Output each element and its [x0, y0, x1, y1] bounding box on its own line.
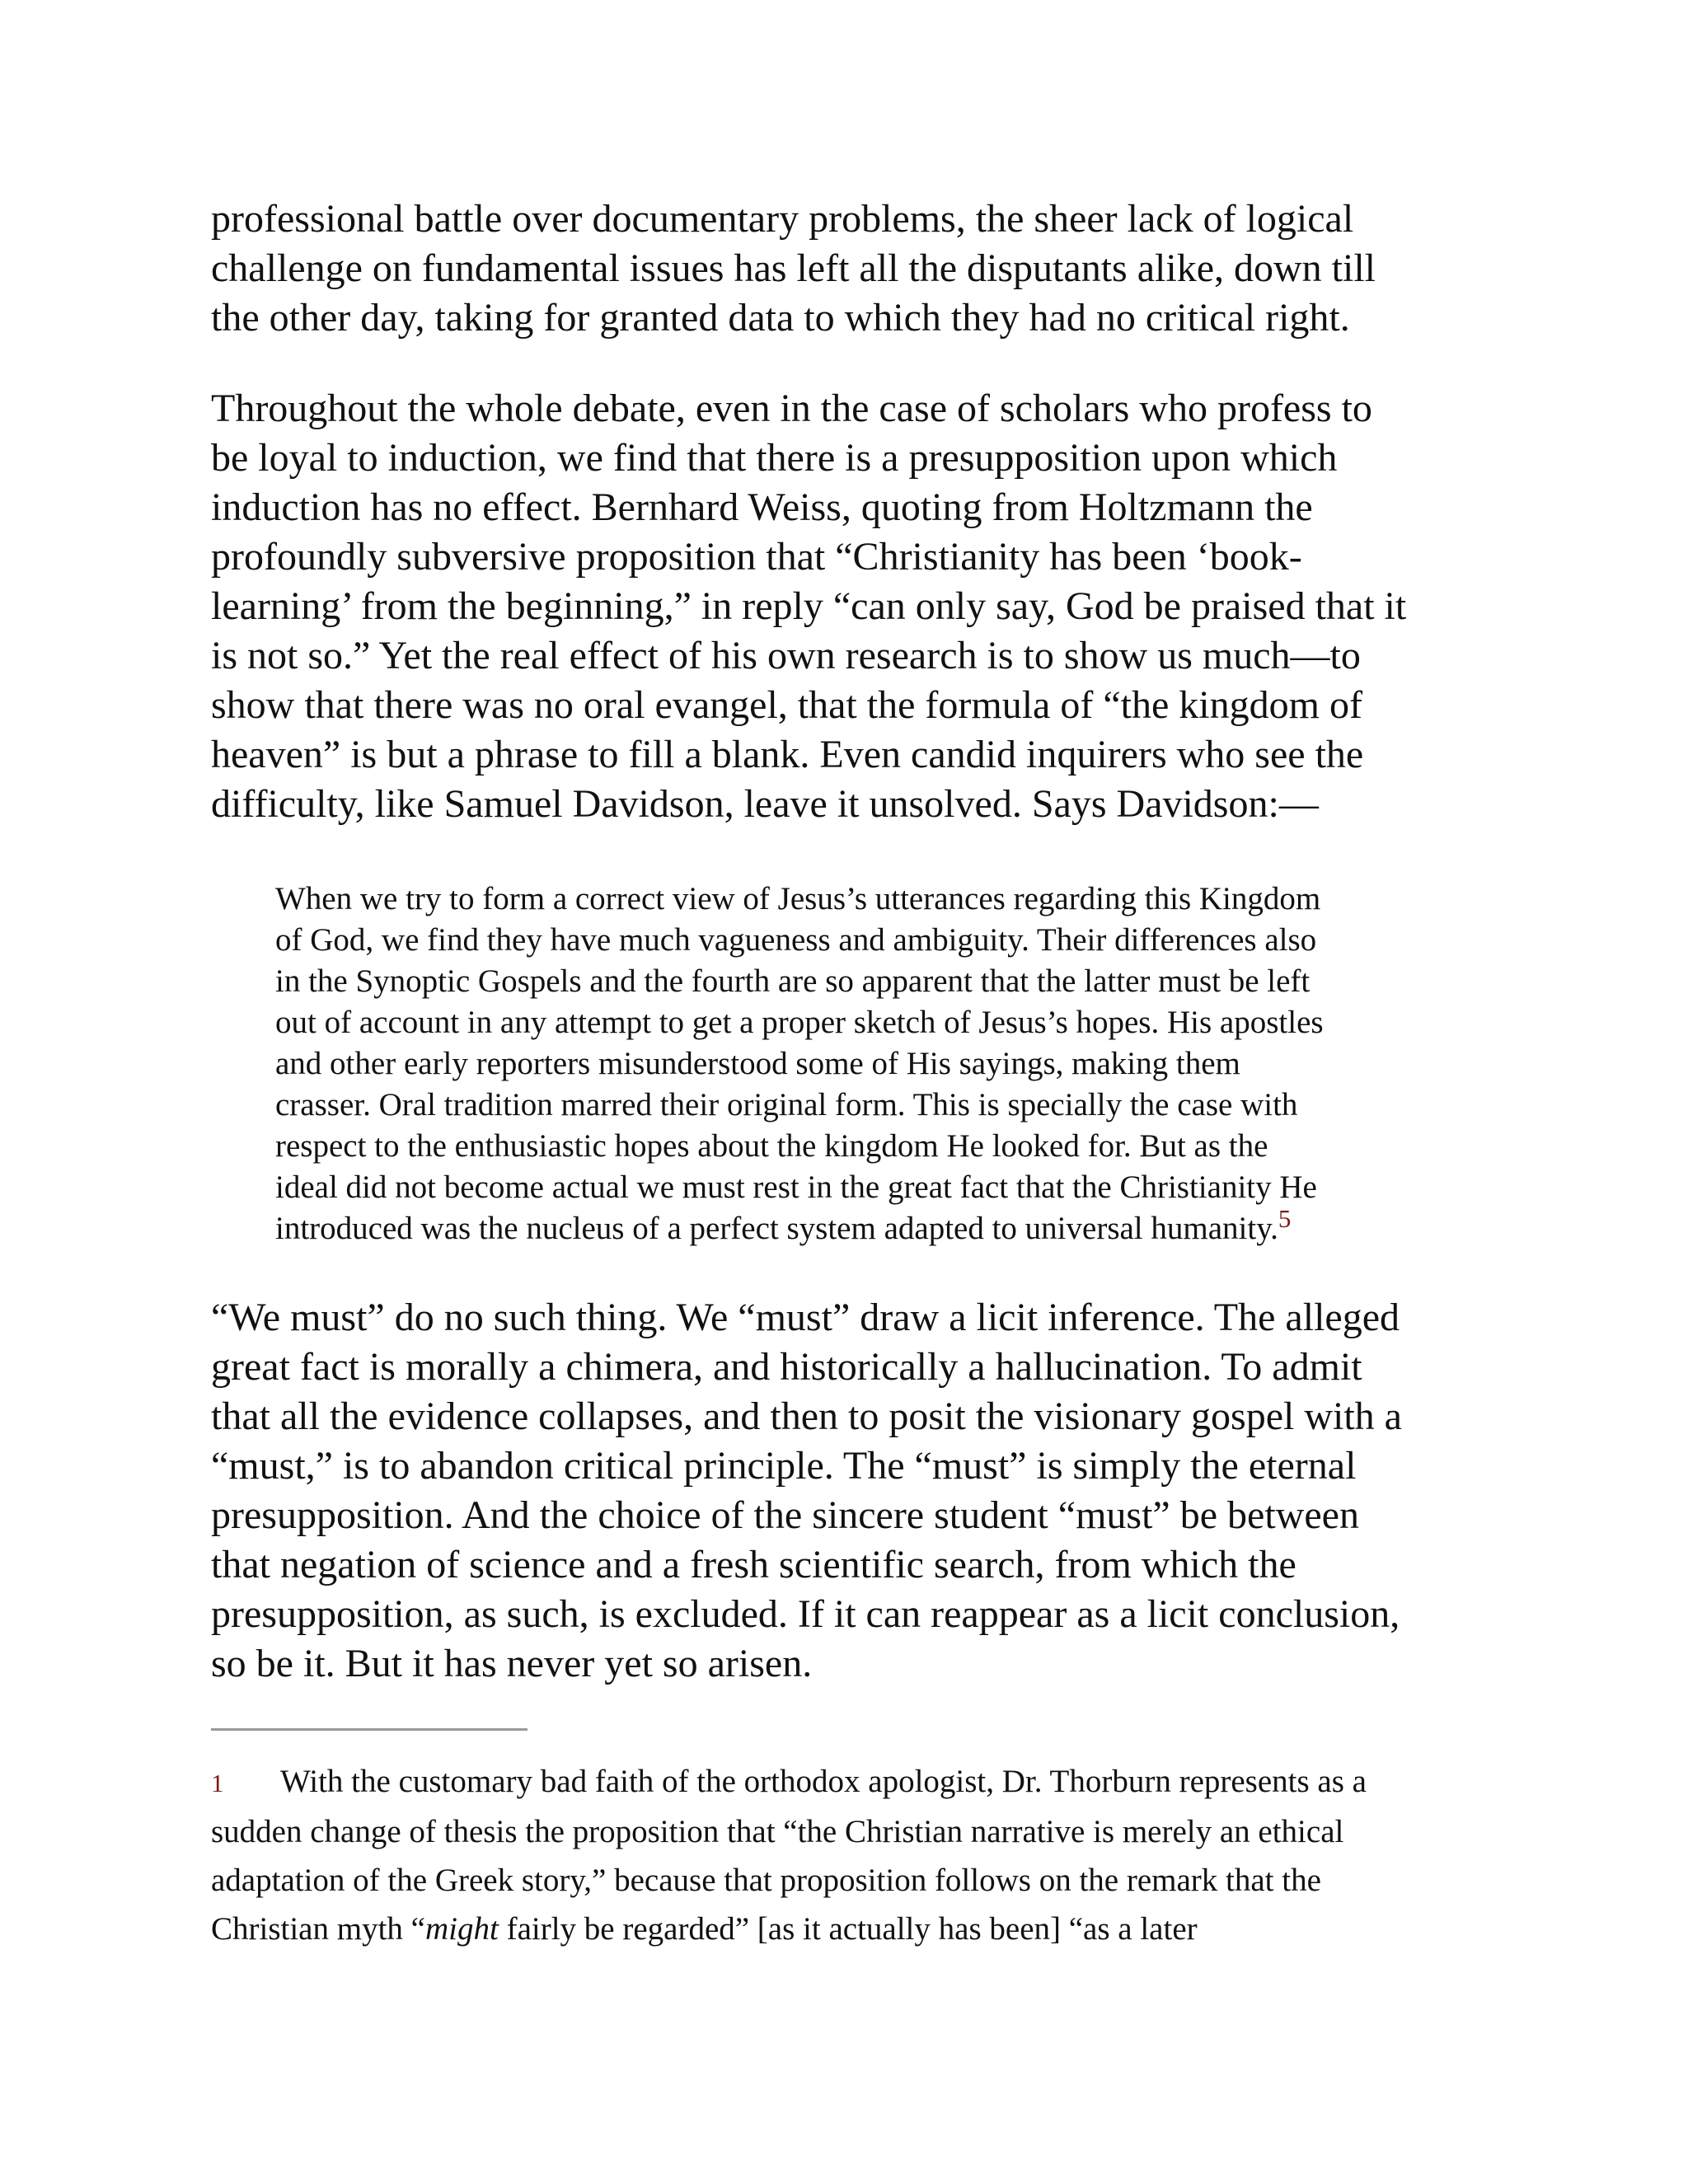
footnote-1 — [211, 1757, 1480, 1953]
quote-line: respect to the enthusiastic hopes about the kingdom He looked for. But as the — [275, 1128, 1268, 1164]
quote-line — [275, 1204, 1480, 1249]
text-line: Throughout the whole debate, even in the case of scholars who profess to — [211, 387, 1372, 430]
text-line: show that there was no oral evangel, that the formula of “the kingdom of — [211, 683, 1362, 727]
text-line: “must,” is to abandon critical principle. The “must” is simply the eternal — [211, 1444, 1357, 1488]
text-line: challenge on fundamental issues has left all the disputants alike, down till — [211, 246, 1376, 290]
footnote-text: fairly be regarded” [as it actually has been] “as a later — [498, 1911, 1198, 1947]
text-line: that all the evidence collapses, and then to posit the visionary gospel with a — [211, 1394, 1402, 1438]
text-line: profoundly subversive proposition that “Christianity has been ‘book- — [211, 535, 1302, 579]
text-line: heaven” is but a phrase to fill a blank. Even candid inquirers who see the — [211, 733, 1364, 776]
block-quote-davidson — [275, 879, 1480, 1249]
text-line: is not so.” Yet the real effect of his own research is to show us much—to — [211, 634, 1361, 677]
footnote-line — [211, 1905, 1480, 1953]
footnote-number-link[interactable]: 1 — [211, 1769, 224, 1797]
text-line: the other day, taking for granted data to which they had no critical right. — [211, 296, 1350, 340]
paragraph-continuation — [211, 194, 1480, 343]
paragraph-we-must — [211, 1293, 1480, 1689]
footnote-line — [211, 1757, 1480, 1807]
quote-line: of God, we find they have much vagueness and ambiguity. Their differences also — [275, 922, 1317, 958]
quote-line: out of account in any attempt to get a proper sketch of Jesus’s hopes. His apostles — [275, 1005, 1324, 1040]
quote-line: and other early reporters misunderstood some of His sayings, making them — [275, 1046, 1240, 1081]
paragraph-debate — [211, 384, 1480, 829]
footnote-text: Christian myth “ — [211, 1911, 425, 1947]
text-line: “We must” do no such thing. We “must” draw a licit inference. The alleged — [211, 1296, 1400, 1339]
footnote-reference-link[interactable]: 5 — [1278, 1204, 1292, 1233]
footnote-text: With the customary bad faith of the orthodox apologist, Dr. Thorburn represents as a — [280, 1764, 1367, 1799]
text-line: that negation of science and a fresh scientific search, from which the — [211, 1543, 1296, 1586]
footnote-line: adaptation of the Greek story,” because that proposition follows on the remark that the — [211, 1863, 1321, 1898]
footnote-line: sudden change of thesis the proposition that “the Christian narrative is merely an ethical — [211, 1814, 1344, 1849]
footnote-separator-rule — [211, 1728, 528, 1731]
document-page — [211, 194, 1480, 1953]
text-line: so be it. But it has never yet so arisen. — [211, 1642, 813, 1685]
text-line: be loyal to induction, we find that there is a presupposition upon which — [211, 436, 1338, 480]
text-line: professional battle over documentary problems, the sheer lack of logical — [211, 197, 1354, 241]
text-line: presupposition. And the choice of the sincere student “must” be between — [211, 1493, 1359, 1537]
footnote-italic-word: might — [424, 1911, 499, 1947]
quote-last-line-text: introduced was the nucleus of a perfect system adapted to universal humanity. — [275, 1211, 1278, 1246]
text-line: learning’ from the beginning,” in reply “can only say, God be praised that it — [211, 584, 1407, 628]
quote-line: in the Synoptic Gospels and the fourth are so apparent that the latter must be left — [275, 963, 1311, 999]
text-line: induction has no effect. Bernhard Weiss, quoting from Holtzmann the — [211, 485, 1313, 529]
text-line: difficulty, like Samuel Davidson, leave it unsolved. Says Davidson:— — [211, 782, 1319, 826]
text-line: presupposition, as such, is excluded. If it can reappear as a licit conclusion, — [211, 1592, 1400, 1636]
text-line: great fact is morally a chimera, and historically a hallucination. To admit — [211, 1345, 1362, 1389]
quote-line: crasser. Oral tradition marred their original form. This is specially the case with — [275, 1087, 1298, 1122]
quote-line: ideal did not become actual we must rest in the great fact that the Christianity He — [275, 1169, 1317, 1205]
quote-line: When we try to form a correct view of Jesus’s utterances regarding this Kingdom — [275, 881, 1321, 916]
